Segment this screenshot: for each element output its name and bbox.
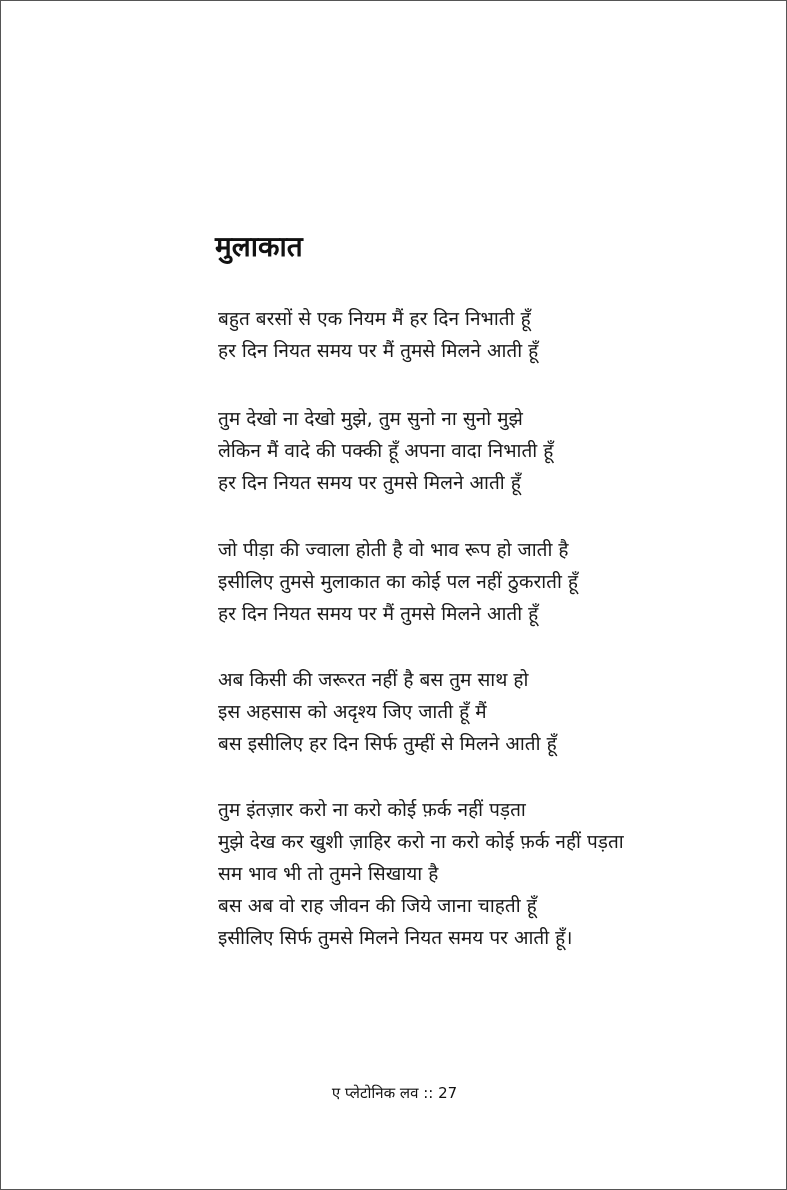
poem-line: अब किसी की जरूरत नहीं है बस तुम साथ हो	[218, 669, 529, 691]
poem-line: हर दिन नियत समय पर तुमसे मिलने आती हूँ	[218, 472, 521, 494]
page-footer	[1, 1083, 787, 1103]
footer-separator: ::	[423, 1084, 434, 1102]
poem-line: मुझे देख कर खुशी ज़ाहिर करो ना करो कोई फ़र्क नहीं पड़ता	[218, 831, 624, 853]
stanza	[218, 794, 624, 954]
poem-line: इसीलिए तुमसे मुलाकात का कोई पल नहीं ठुकराती हूँ	[218, 571, 579, 593]
poem-line: लेकिन मैं वादे की पक्की हूँ अपना वादा निभाती हूँ	[218, 440, 554, 462]
stanza	[218, 664, 557, 760]
page-number: 27	[438, 1084, 458, 1102]
stanza	[218, 403, 553, 499]
stanza	[218, 534, 578, 630]
poem-line: हर दिन नियत समय पर मैं तुमसे मिलने आती हूँ	[218, 340, 539, 362]
poem-line: इसीलिए सिर्फ तुमसे मिलने नियत समय पर आती हूँ।	[218, 927, 573, 949]
poem-line: जो पीड़ा की ज्वाला होती है वो भाव रूप हो जाती है	[218, 539, 569, 561]
poem-line: हर दिन नियत समय पर मैं तुमसे मिलने आती हूँ	[218, 603, 539, 625]
poem-line: बहुत बरसों से एक नियम मैं हर दिन निभाती हूँ	[218, 308, 531, 330]
footer-book-title: ए प्लेटोनिक लव	[331, 1084, 419, 1102]
poem-line: बस अब वो राह जीवन की जिये जाना चाहती हूँ	[218, 895, 537, 917]
poem-line: सम भाव भी तो तुमने सिखाया है	[218, 863, 439, 885]
poem-line: इस अहसास को अदृश्य जिए जाती हूँ मैं	[218, 701, 487, 723]
poem-line: तुम इंतज़ार करो ना करो कोई फ़र्क नहीं पड़ता	[218, 799, 526, 821]
stanza	[218, 303, 538, 367]
poem-title: मुलाकात	[215, 230, 303, 263]
poem-line: तुम देखो ना देखो मुझे, तुम सुनो ना सुनो मुझे	[218, 408, 523, 430]
poem-line: बस इसीलिए हर दिन सिर्फ तुम्हीं से मिलने आती हूँ	[218, 733, 557, 755]
